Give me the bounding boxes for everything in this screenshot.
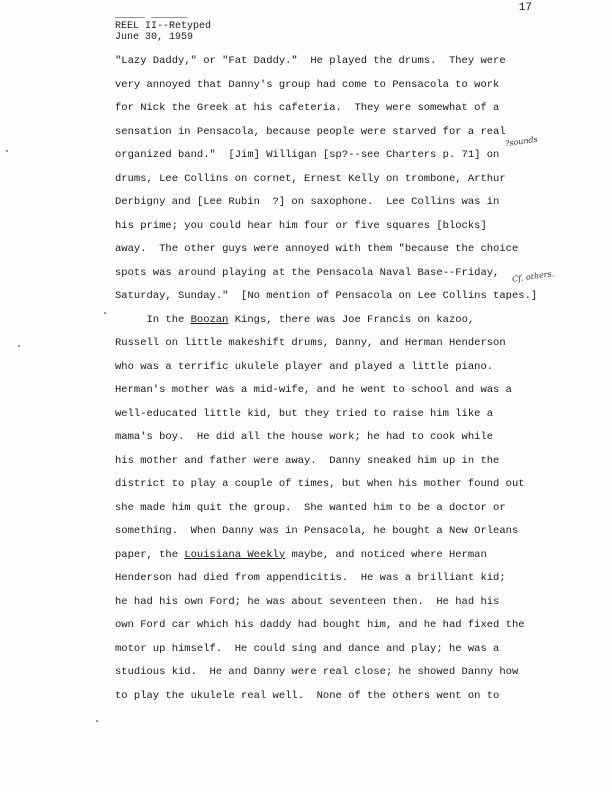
text-segment: mama's boy. He did all the house work; he had to cook while [115,431,494,443]
text-line [115,661,555,685]
text-line [115,567,555,591]
header-date: June 30, 1959 [115,32,194,43]
handwritten-note: ?sounds [504,134,539,149]
text-line [115,685,555,709]
document-header [115,10,211,43]
text-line [115,379,555,403]
text-segment: away. The other guys were annoyed with them "because the choice [115,243,519,255]
text-segment: motor up himself. He could sing and dance and play; he was a [115,642,500,655]
text-segment: Russell on little makeshift drums, Danny, and Herman Henderson [115,337,506,349]
scan-speck [6,150,8,152]
text-line [115,497,555,521]
text-segment: he had his own Ford; he was about seventeen then. He had his [115,595,500,608]
text-segment: maybe, and noticed where Herman [285,548,487,561]
scan-speck [18,345,20,347]
text-segment: studious kid. He and Danny were real close; he showed Danny how [115,666,519,678]
text-segment: organized band." [Jim] Willigan [sp?--see Charters p. 71] on [115,149,500,161]
transcript-body [115,50,555,708]
scan-speck [96,720,98,722]
text-segment: spots was around playing at the Pensacola Naval Base--Friday, [115,266,500,279]
underlined-title: Louisiana Weekly [184,548,286,561]
text-line [115,191,555,215]
page-number: 17 [518,2,532,14]
text-segment: well-educated little kid, but they tried to raise him like a [115,407,494,420]
text-line [115,144,555,168]
text-segment: very annoyed that Danny's group had come to Pensacola to work [115,78,500,91]
text-line [115,215,555,239]
text-line [115,591,555,615]
text-segment: Henderson had died from appendicitis. He was a brilliant kid; [115,572,506,584]
handwritten-note: Cf. others. [511,269,555,284]
text-line [115,262,555,286]
text-line [115,332,555,356]
header-reel: REEL II--Retyped [115,21,212,32]
text-line [115,450,555,474]
text-line [115,238,555,262]
text-line [115,638,555,662]
text-segment: Herman's mother was a mid-wife, and he went to school and was a [115,384,512,396]
text-line [115,74,555,98]
text-segment: own Ford car which his daddy had bought him, and he had fixed the [115,619,525,631]
text-segment: she made him quit the group. She wanted him to be a doctor or [115,501,506,514]
text-segment: district to play a couple of times, but when his mother found out [115,478,525,490]
text-line [115,285,555,309]
text-line [115,356,555,380]
text-segment: "Lazy Daddy," or "Fat Daddy." He played the drums. They were [115,55,506,67]
text-line [115,544,555,568]
text-segment: to play the ukulele real well. None of the others went on to [115,689,500,702]
text-segment: In the [115,313,191,326]
text-line [115,168,555,192]
text-line [115,473,555,497]
text-segment: who was a terrific ukulele player and played a little piano. [115,360,494,373]
text-line [115,97,555,121]
text-segment: Saturday, Sunday." [No mention of Pensacola on Lee Collins tapes.] [115,290,538,302]
text-line [115,614,555,638]
text-line [115,426,555,450]
header-redacted-line: _____ ______ [115,10,188,21]
text-segment: for Nick the Greek at his cafeteria. They were somewhat of a [115,102,500,114]
text-segment: Derbigny and [Lee Rubin ?] on saxophone. Lee Collins was in [115,196,500,208]
text-segment: Kings, there was Joe Francis on kazoo, [228,313,475,326]
text-segment: sensation in Pensacola, because people were starved for a real [115,125,506,138]
text-segment: drums, Lee Collins on cornet, Ernest Kelly on trombone, Arthur [115,172,506,185]
scan-speck [104,312,106,314]
text-line [115,309,555,333]
text-segment: his prime; you could hear him four or five squares [blocks] [115,219,487,232]
text-segment: paper, the [115,548,185,561]
text-segment: his mother and father were away. Danny sneaked him up in the [115,454,500,467]
text-segment: something. When Danny was in Pensacola, he bought a New Orleans [115,525,519,537]
text-line [115,520,555,544]
underlined-title: Boozan [190,313,229,326]
text-line [115,403,555,427]
text-line [115,50,555,74]
text-line [115,121,555,145]
